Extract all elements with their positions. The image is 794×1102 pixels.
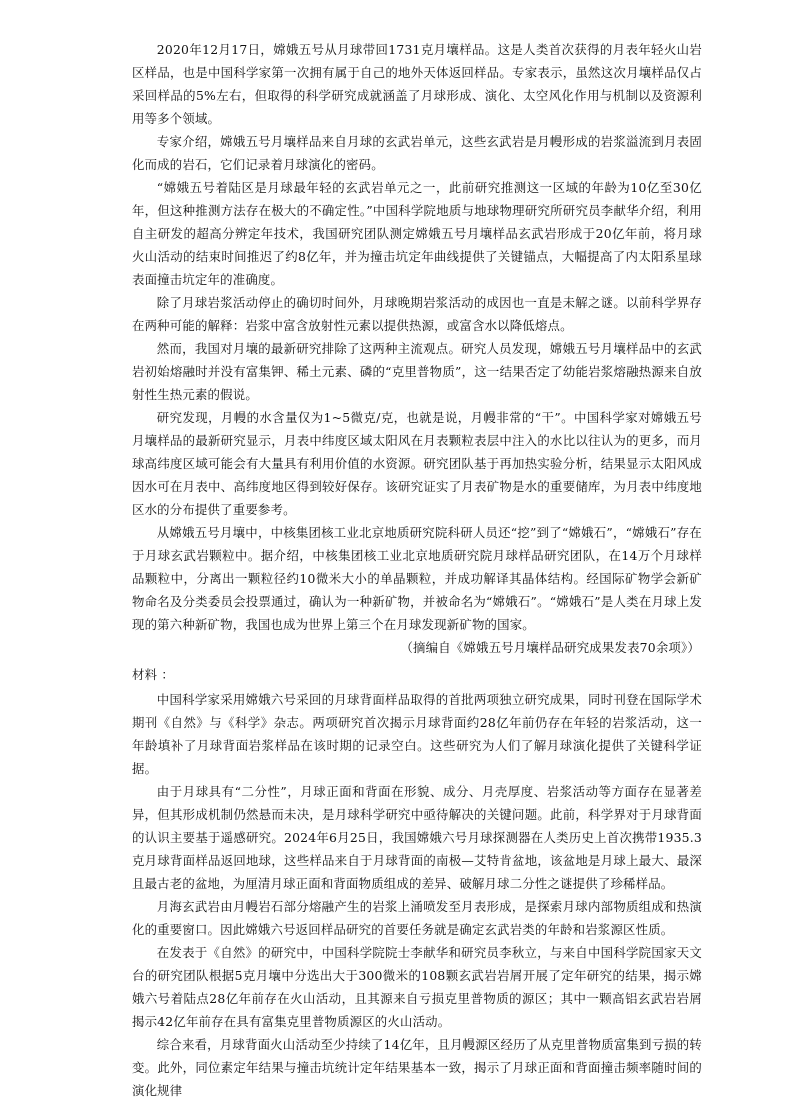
passage-one bbox=[132, 38, 702, 659]
paragraph: 综合来看，月球背面火山活动至少持续了14亿年，且月幔源区经历了从克里普物质富集到亏损的转变。此外，同位素定年结果与撞击坑统计定年结果基本一致，揭示了月球正面和背面撞击频率随时间的演化规律 bbox=[132, 1037, 702, 1098]
paragraph: 2020年12月17日，嫦娥五号从月球带回1731克月壤样品。这是人类首次获得的月表年轻火山岩区样品，也是中国科学家第一次拥有属于自己的地外天体返回样品。专家表示，虽然这次月壤样品仅占采回样品的5%左右，但取得的科学研究成就涵盖了月球形成、演化、太空风化作用与机制以及资源利用等多个领域。 bbox=[132, 42, 702, 126]
paragraph: 研究发现，月幔的水含量仅为1~5微克/克，也就是说，月幔非常的“干”。中国科学家对嫦娥五号月壤样品的最新研究显示，月表中纬度区域太阳风在月表颗粒表层中注入的水比以往认为的更多，而月球高纬度区域可能会有大量具有利用价值的水资源。研究团队基于再加热实验分析，结果显示太阳风成因水可在月表中、高纬度地区得到较好保存。该研究证实了月表矿物是水的重要储库，为月表中纬度地区水的分布提供了重要参考。 bbox=[132, 410, 702, 517]
paragraph: 专家介绍，嫦娥五号月壤样品来自月球的玄武岩单元，这些玄武岩是月幔形成的岩浆溢流到月表固化而成的岩石，它们记录着月球演化的密码。 bbox=[132, 134, 702, 172]
paragraph: “嫦娥五号着陆区是月球最年轻的玄武岩单元之一，此前研究推测这一区域的年龄为10亿至30亿年，但这种推测方法存在极大的不确定性。”中国科学院地质与地球物理研究所研究员李献华介绍，利用自主研发的超高分辨定年技术，我国研究团队测定嫦娥五号月壤样品玄武岩形成于20亿年前，将月球火山活动的结束时间推迟了约8亿年，并为撞击坑定年曲线提供了关键锚点，大幅提高了内太阳系星球表面撞击坑定年的准确度。 bbox=[132, 180, 702, 287]
paragraph: 中国科学家采用嫦娥六号采回的月球背面样品取得的首批两项独立研究成果，同时刊登在国际学术期刊《自然》与《科学》杂志。两项研究首次揭示月球背面约28亿年前仍存在年轻的岩浆活动，这一年龄填补了月球背面岩浆样品在该时期的记录空白。这些研究为人们了解月球演化提供了关键科学证据。 bbox=[132, 692, 702, 776]
paragraph: 在发表于《自然》的研究中，中国科学院院士李献华和研究员李秋立，与来自中国科学院国家天文台的研究团队根据5克月壤中分选出大于300微米的108颗玄武岩岩屑开展了定年研究的结果，揭示嫦娥六号着陆点28亿年前存在火山活动，且其源来自亏损克里普物质的源区；其中一颗高铝玄武岩岩屑揭示42亿年前存在具有富集克里普物质源区的火山活动。 bbox=[132, 945, 702, 1029]
paragraph: 月海玄武岩由月幔岩石部分熔融产生的岩浆上涌喷发至月表形成，是探索月球内部物质组成和热演化的重要窗口。因此嫦娥六号返回样品研究的首要任务就是确定玄武岩类的年龄和岩浆源区性质。 bbox=[132, 899, 702, 937]
paragraph: 从嫦娥五号月壤中，中核集团核工业北京地质研究院科研人员还“挖”到了“嫦娥石”，“嫦娥石”存在于月球玄武岩颗粒中。据介绍，中核集团核工业北京地质研究院月球样品研究团队，在14万个月球样品颗粒中，分离出一颗粒径约10微米大小的单晶颗粒，并成功解译其晶体结构。经国际矿物学会新矿物命名及分类委员会投票通过，确认为一种新矿物，并被命名为“嫦娥石”。“嫦娥石”是人类在月球上发现的第六种新矿物，我国也成为世界上第三个在月球发现新矿物的国家。 bbox=[132, 525, 702, 632]
paragraph: 然而，我国对月壤的最新研究排除了这两种主流观点。研究人员发现，嫦娥五号月壤样品中的玄武岩初始熔融时并没有富集钾、稀土元素、磷的“克里普物质”，这一结果否定了幼能岩浆熔融热源来自放射性生热元素的假说。 bbox=[132, 341, 702, 402]
paragraph: 由于月球具有“二分性”，月球正面和背面在形貌、成分、月壳厚度、岩浆活动等方面存在显著差异，但其形成机制仍然悬而未决，是月球科学研究中亟待解决的关键问题。此前，科学界对于月球背面的认识主要基于遥感研究。2024年6月25日，我国嫦娥六号月球探测器在人类历史上首次携带1935.3克月球背面样品返回地球，这些样品来自于月球背面的南极—艾特肯盆地，该盆地是月球上最大、最深且最古老的盆地，为厘清月球正面和背面物质组成的差异、破解月球二分性之谜提供了珍稀样品。 bbox=[132, 784, 702, 891]
material-heading: 材料 ： bbox=[132, 667, 174, 682]
passage-two bbox=[132, 663, 702, 1102]
source-citation: （摘编自《嫦娥五号月壤样品研究成果发表70余项》） bbox=[400, 640, 700, 655]
paragraph: 除了月球岩浆活动停止的确切时间外，月球晚期岩浆活动的成因也一直是未解之谜。以前科学界存在两种可能的解释：岩浆中富含放射性元素以提供热源，或富含水以降低熔点。 bbox=[132, 295, 702, 333]
